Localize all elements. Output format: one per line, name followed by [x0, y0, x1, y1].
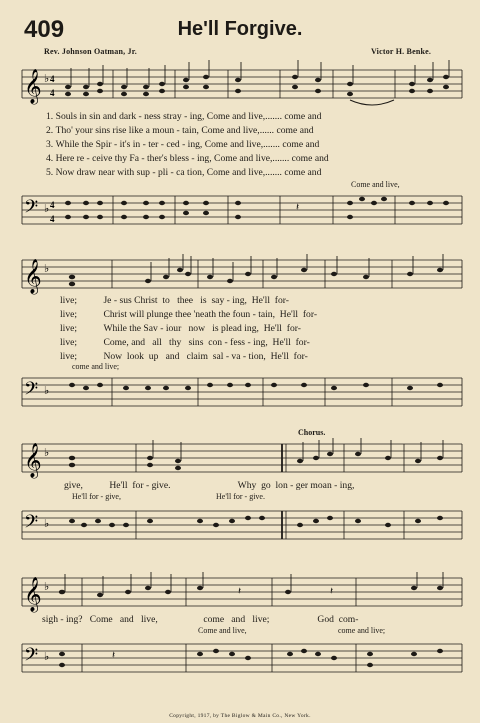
svg-text:♭: ♭: [44, 73, 50, 85]
verse-line: live; While the Sav - iour now is plead ing, He'll for-: [60, 323, 301, 334]
svg-text:𝄽: 𝄽: [296, 202, 300, 213]
music-staff-bass-3: [0, 503, 480, 549]
composer-credit: Victor H. Benke.: [371, 47, 432, 56]
svg-text:𝄽: 𝄽: [112, 650, 116, 661]
svg-text:♭: ♭: [44, 263, 50, 275]
svg-text:♭: ♭: [44, 203, 50, 215]
music-staff-bass-2: [0, 370, 480, 416]
bass-cue: He'll for - give.: [216, 492, 265, 501]
copyright-notice: Copyright, 1917, by The Biglow & Main Co., New York.: [169, 713, 311, 719]
chorus-lyrics-line: give, He'll for - give. Why go lon - ger moan - ing,: [64, 480, 355, 491]
music-staff-treble-1: [0, 60, 480, 115]
lyricist-credit: Rev. Johnson Oatman, Jr.: [44, 47, 137, 56]
svg-text:𝄢: 𝄢: [24, 645, 39, 670]
verse-line: live; Come, and all thy sins con - fess - ing, He'll for-: [60, 337, 310, 348]
bass-cue: He'll for - give,: [72, 492, 121, 501]
bass-cue: Come and live,: [198, 626, 247, 635]
bass-cue: Come and live,: [351, 180, 400, 189]
svg-text:♭: ♭: [44, 385, 50, 397]
verse-line: 1. Souls in sin and dark - ness stray - ing, Come and live,....... come and: [46, 111, 322, 122]
music-staff-treble-4: [0, 570, 480, 616]
verse-line: 2. Tho' your sins rise like a moun - tain, Come and live,...... come and: [46, 125, 314, 136]
verse-line: 5. Now draw near with sup - pli - ca tion, Come and live,....... come and: [46, 167, 322, 178]
music-staff-treble-2: [0, 252, 480, 298]
bass-cue: come and live;: [338, 626, 386, 635]
svg-text:𝄢: 𝄢: [24, 512, 39, 537]
verse-line: 4. Here re - ceive thy Fa - ther's bless - ing, Come and live,....... come and: [46, 153, 329, 164]
svg-text:♭: ♭: [44, 518, 50, 530]
svg-text:𝄞: 𝄞: [24, 443, 42, 478]
svg-text:𝄞: 𝄞: [24, 577, 42, 612]
svg-text:♭: ♭: [44, 581, 50, 593]
music-staff-treble-3: [0, 436, 480, 482]
verse-line: live; Now look up and claim sal - va - tion, He'll for-: [60, 351, 308, 362]
svg-text:4: 4: [50, 88, 55, 98]
svg-text:4: 4: [50, 74, 55, 84]
svg-text:𝄢: 𝄢: [24, 379, 39, 404]
chorus-lyrics-line: sigh - ing? Come and live, come and live; God com-: [42, 614, 359, 625]
svg-text:♭: ♭: [44, 447, 50, 459]
svg-text:4: 4: [50, 200, 55, 210]
svg-text:𝄞: 𝄞: [24, 69, 42, 104]
hymn-number: 409: [24, 16, 65, 43]
bass-cue: come and live;: [72, 362, 120, 371]
svg-text:♭: ♭: [44, 651, 50, 663]
svg-text:𝄽: 𝄽: [330, 586, 334, 597]
verse-line: live; Je - sus Christ to thee is say - ing, He'll for-: [60, 295, 289, 306]
svg-text:𝄢: 𝄢: [24, 197, 39, 222]
svg-text:𝄞: 𝄞: [24, 259, 42, 294]
svg-text:4: 4: [50, 214, 55, 224]
verse-line: 3. While the Spir - it's in - ter - ced - ing, Come and live,....... come and: [46, 139, 320, 150]
music-staff-bass-4: [0, 636, 480, 682]
chorus-label: Chorus.: [298, 428, 326, 437]
verse-line: live; Christ will plunge thee 'neath the foun - tain, He'll for-: [60, 309, 318, 320]
svg-text:𝄽: 𝄽: [238, 586, 242, 597]
music-staff-bass-1: [0, 188, 480, 234]
hymn-title: He'll Forgive.: [177, 18, 303, 40]
